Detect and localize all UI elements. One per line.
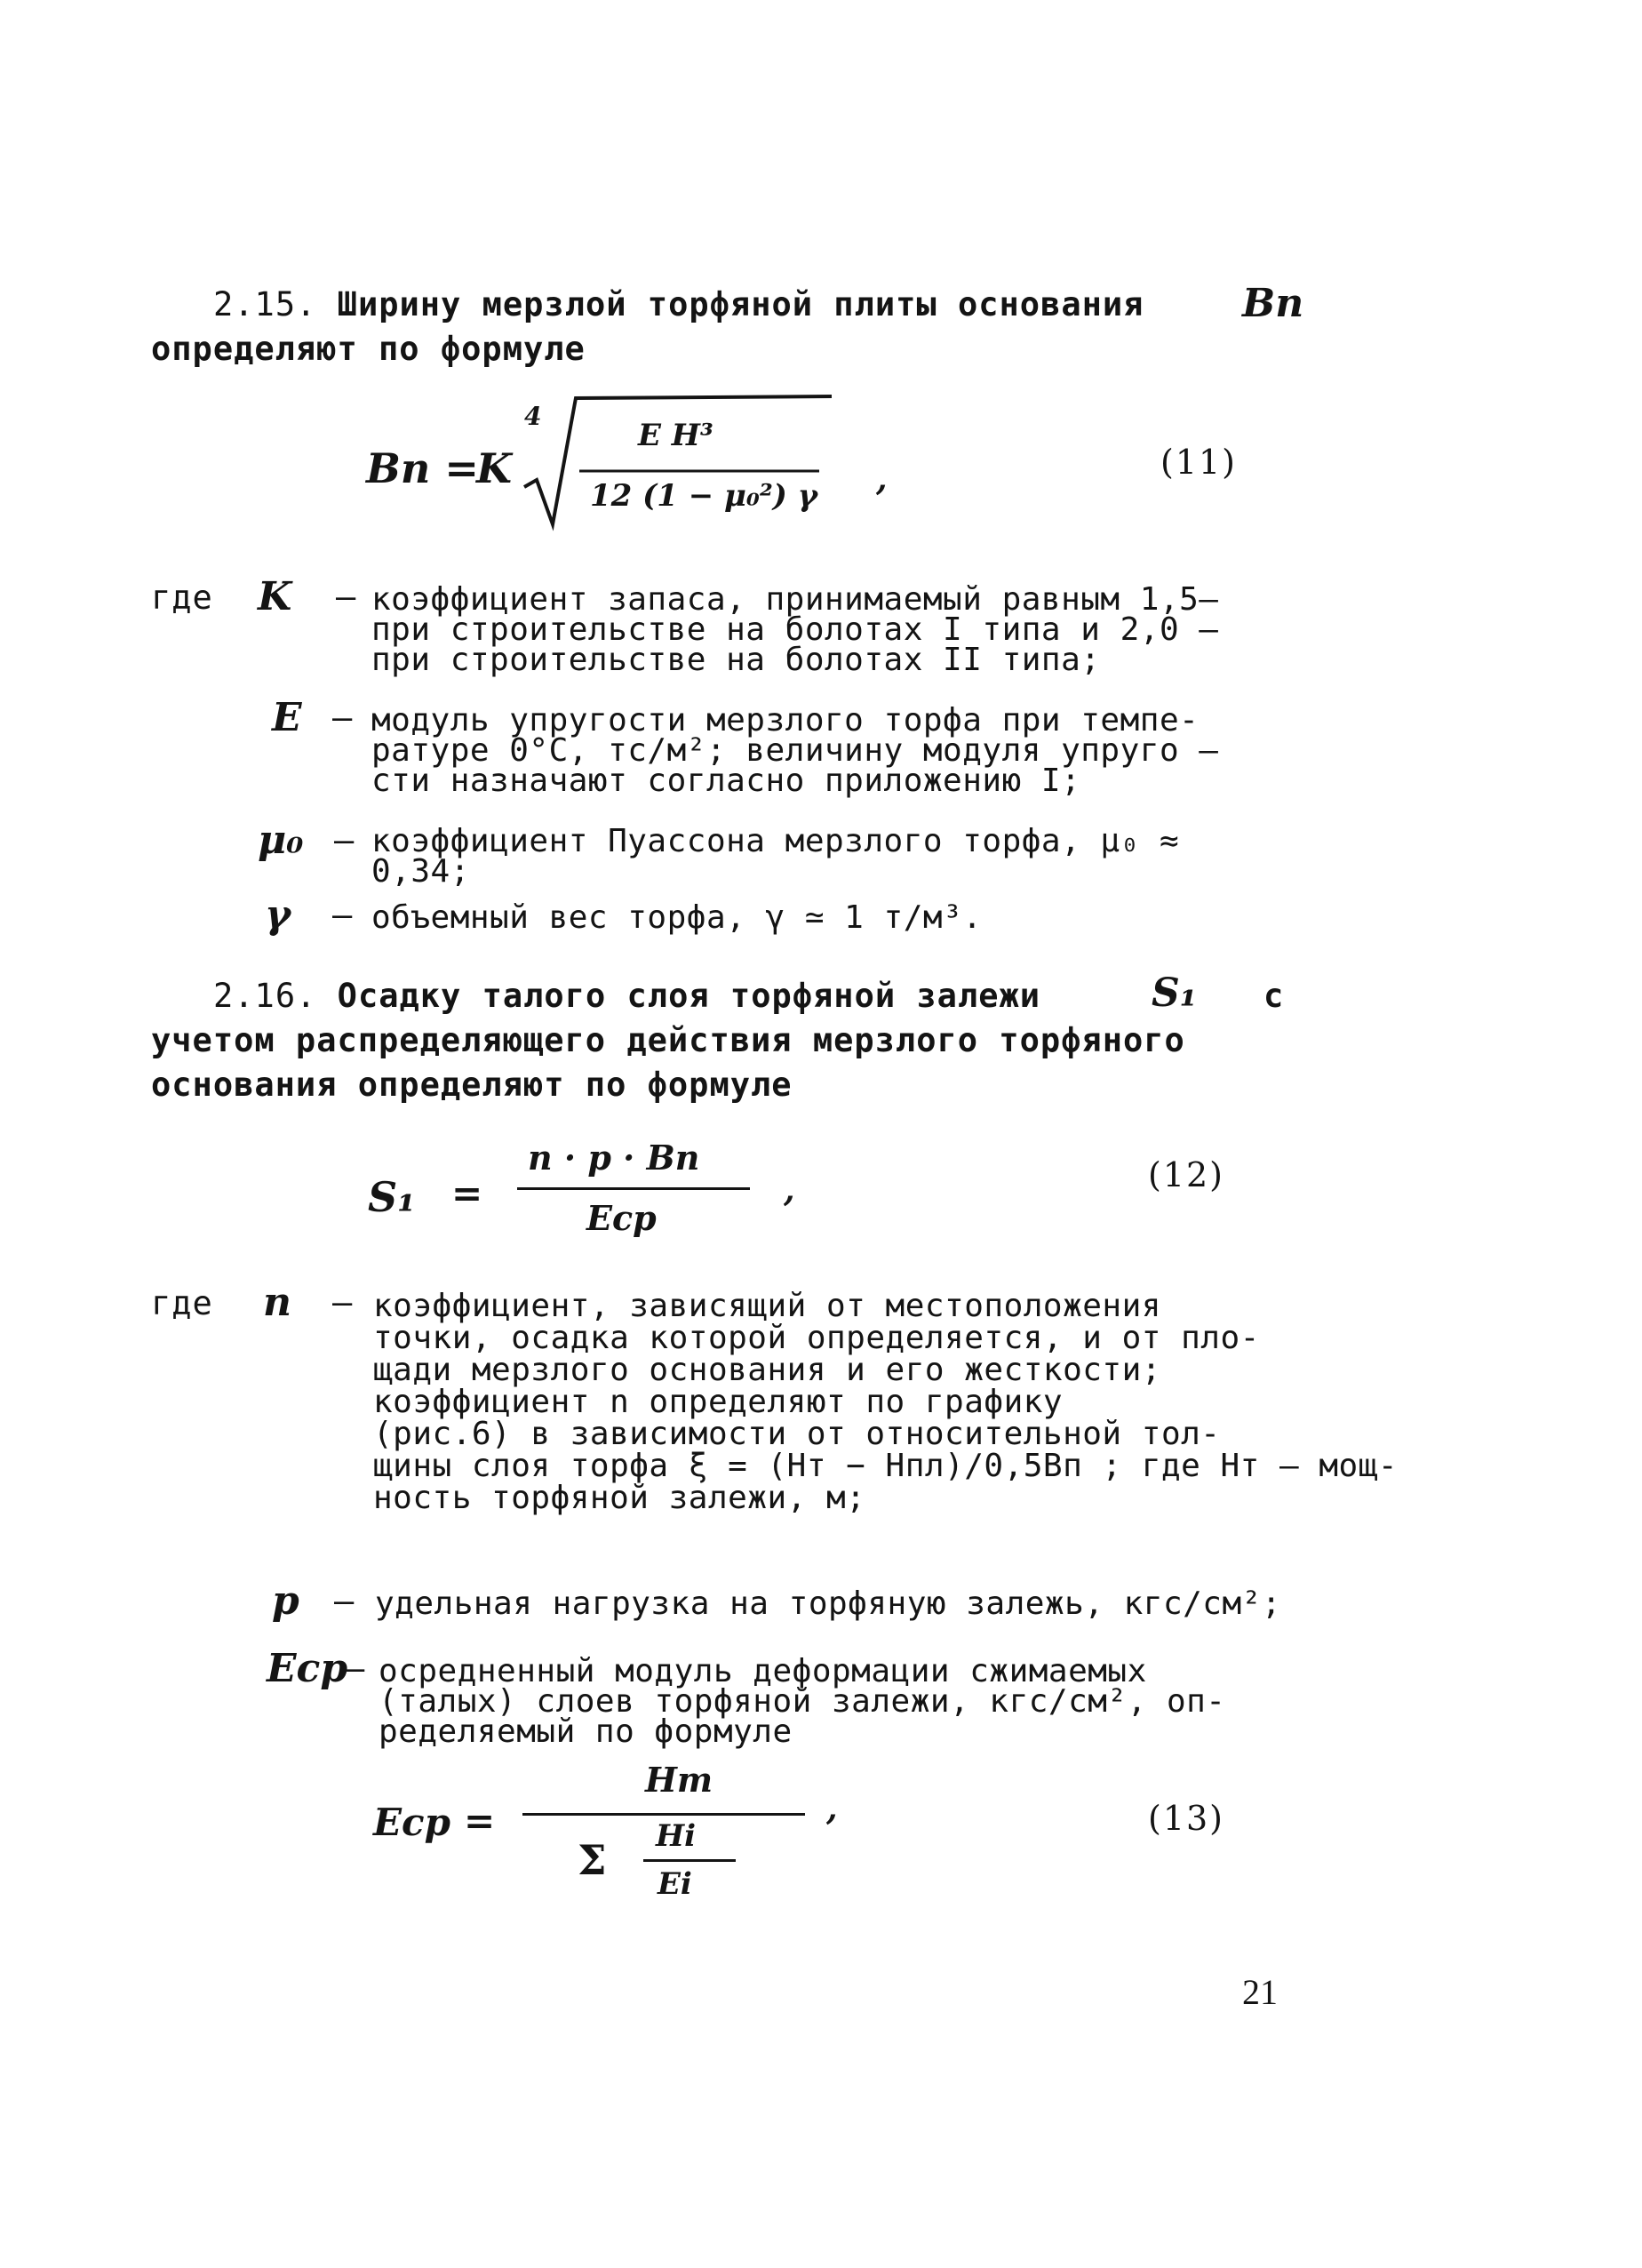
section-2-15-line-1	[213, 283, 1144, 326]
formula-11-number: (11)	[1160, 443, 1238, 482]
definition-line: при строительстве на болотах II типа;	[371, 642, 1101, 678]
section-2-16-line-2: учетом распределяющего действия мерзлого торфяного	[151, 1021, 1185, 1059]
symbol-gamma: γ	[265, 892, 291, 938]
formula-12-eq: =	[451, 1171, 483, 1215]
definition-line: коэффициент запаса, принимаемый равным 1,5–	[371, 581, 1219, 618]
paragraph-text: Ширину мерзлой торфяной плиты основания	[337, 285, 1144, 323]
dash: –	[336, 578, 356, 616]
section-number: 2.16.	[213, 977, 317, 1015]
section-2-16-line-3: основания определяют по формуле	[151, 1066, 793, 1104]
formula-13-sub-fraction-bar	[643, 1859, 736, 1862]
formula-13-fraction-bar	[522, 1813, 805, 1816]
definition-line: (талых) слоев торфяной залежи, кгс/см², оп-	[379, 1683, 1226, 1720]
definition-line: точки, осадка которой определяется, и от пло-	[373, 1320, 1260, 1356]
page-number: 21	[1242, 1972, 1278, 2012]
dash: –	[332, 699, 353, 737]
definition-mu0	[371, 823, 1180, 890]
definition-p	[375, 1585, 1281, 1622]
formula-13-sub-numerator: Hi	[656, 1818, 697, 1854]
dash: –	[332, 896, 353, 934]
formula-13-number: (13)	[1148, 1799, 1225, 1838]
dash: –	[334, 821, 355, 859]
dash: –	[332, 1283, 353, 1322]
definition-e	[371, 702, 1219, 799]
symbol-p: p	[272, 1578, 299, 1624]
definition-line: при строительстве на болотах I типа и 2,0 –	[371, 611, 1219, 648]
formula-11-root-index: 4	[524, 402, 542, 431]
definition-line: ределяемый по формуле	[379, 1713, 793, 1750]
formula-11-denominator: 12 (1 − μ₀²) γ	[590, 478, 818, 514]
dash: –	[345, 1649, 365, 1688]
formula-12-numerator: n · p · Bп	[528, 1138, 700, 1178]
definition-line: (рис.6) в зависимости от относительной тол-	[373, 1416, 1221, 1452]
formula-12-number: (12)	[1148, 1155, 1225, 1194]
section-number: 2.15.	[213, 285, 317, 323]
formula-12-fraction-bar	[517, 1187, 750, 1190]
symbol-e: E	[272, 695, 302, 740]
where-label: где	[151, 1284, 213, 1322]
definition-line: 0,34;	[371, 853, 470, 890]
definition-line: ратуре 0°С, тс/м²; величину модуля упруго –	[371, 732, 1219, 769]
formula-13-comma: ,	[826, 1790, 838, 1827]
definition-line: щади мерзлого основания и его жесткости;	[373, 1352, 1161, 1388]
definition-line: коэффициент Пуассона мерзлого торфа, μ₀ ≈	[371, 823, 1180, 859]
where-label: где	[151, 579, 213, 617]
definition-line: ность торфяной залежи, м;	[373, 1480, 866, 1516]
formula-13-lhs: Eср	[373, 1801, 450, 1844]
formula-13-sub-denominator: Ei	[658, 1866, 692, 1902]
definition-ecp	[379, 1653, 1226, 1750]
formula-12-lhs: S₁	[368, 1173, 416, 1221]
symbol-mu0: μ₀	[258, 818, 304, 863]
formula-11-lhs: Bп =	[366, 444, 479, 492]
dash: –	[334, 1582, 355, 1620]
symbol-s1: S₁	[1152, 970, 1198, 1016]
formula-13-eq: =	[464, 1799, 496, 1842]
definition-n	[373, 1290, 1398, 1514]
definition-line: сти назначают согласно приложению I;	[371, 763, 1081, 799]
formula-11-coef: K	[476, 444, 512, 492]
section-2-15-line-2: определяют по формуле	[151, 330, 586, 368]
formula-11-numerator: E H³	[638, 418, 713, 453]
formula-13-sigma: Σ	[578, 1836, 607, 1884]
definition-line: коэффициент n определяют по графику	[373, 1384, 1064, 1420]
section-2-16-line-1	[213, 974, 1040, 1018]
symbol-ecp: Eср	[267, 1646, 348, 1691]
definition-line: коэффициент, зависящий от местоположения	[373, 1288, 1161, 1324]
definition-k	[371, 581, 1219, 678]
symbol-bp: Bп	[1242, 281, 1304, 326]
definition-line: щины слоя торфа ξ = (Hт − Hпл)/0,5Bп ; где Hт – мощ-	[373, 1448, 1399, 1484]
symbol-k: K	[258, 574, 292, 619]
formula-12-comma: ,	[784, 1171, 795, 1209]
symbol-n: n	[263, 1280, 291, 1325]
definition-line: удельная нагрузка на торфяную залежь, кгс/см²;	[375, 1585, 1281, 1622]
definition-line: осредненный модуль деформации сжимаемых	[379, 1653, 1147, 1689]
formula-11-comma: ,	[876, 460, 888, 498]
definition-gamma	[371, 899, 983, 936]
paragraph-text: с	[1263, 977, 1285, 1015]
formula-12-denominator: Eср	[586, 1198, 657, 1238]
definition-line: объемный вес торфа, γ ≃ 1 т/м³.	[371, 899, 983, 936]
paragraph-text: Осадку талого слоя торфяной залежи	[337, 977, 1041, 1015]
definition-line: модуль упругости мерзлого торфа при темпе-	[371, 702, 1200, 739]
formula-13-numerator: Hт	[645, 1760, 713, 1800]
